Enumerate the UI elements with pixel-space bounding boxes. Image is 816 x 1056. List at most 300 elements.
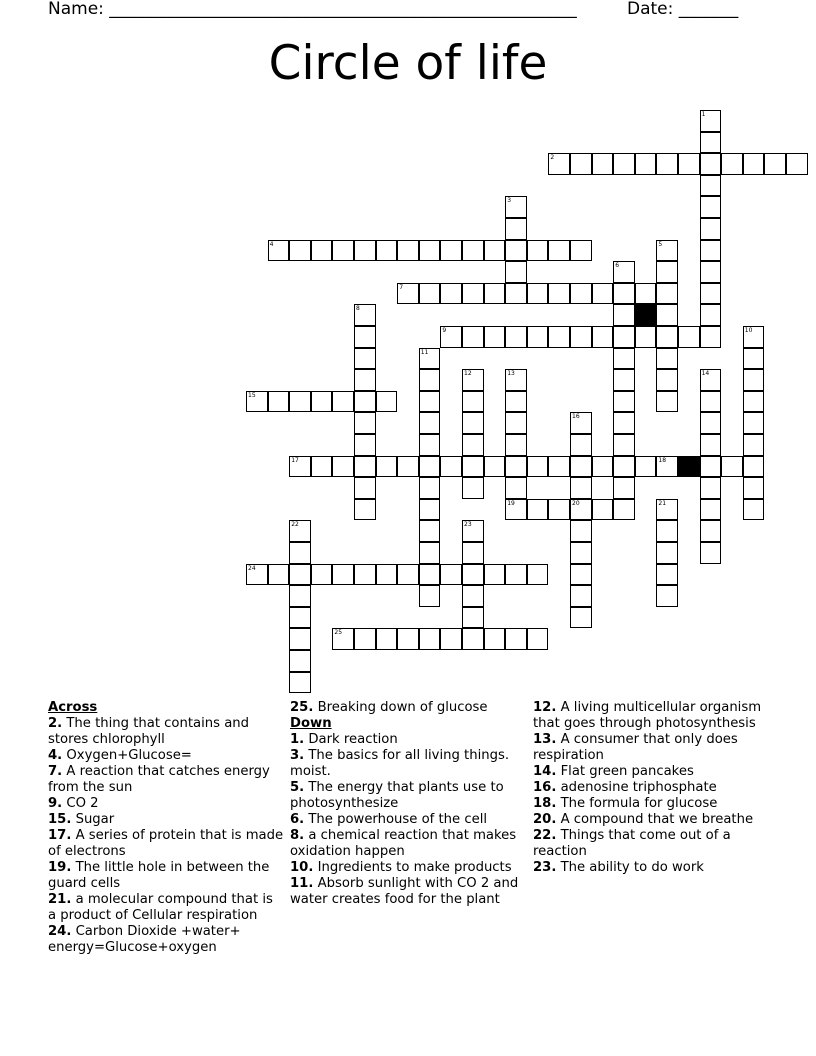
grid-cell[interactable] — [440, 628, 462, 650]
clue-item-number: 4. — [48, 748, 63, 763]
clue-item-number: 1. — [290, 732, 305, 747]
grid-cell[interactable] — [462, 542, 484, 564]
grid-cell[interactable] — [419, 456, 441, 478]
grid-cell[interactable] — [570, 477, 592, 499]
grid-cell[interactable] — [505, 499, 527, 521]
grid-cell[interactable] — [289, 391, 311, 413]
grid-cell[interactable] — [397, 240, 419, 262]
grid-cell[interactable] — [440, 326, 462, 348]
clue-item — [290, 780, 526, 812]
grid-cell[interactable] — [700, 240, 722, 262]
grid-cell[interactable] — [505, 261, 527, 283]
grid-cell[interactable] — [419, 434, 441, 456]
clue-item-text: a chemical reaction that makes oxidation happen — [290, 828, 517, 859]
grid-cell[interactable] — [289, 650, 311, 672]
grid-cell[interactable] — [570, 456, 592, 478]
grid-cell[interactable] — [613, 391, 635, 413]
clue-number: 25 — [334, 629, 343, 637]
grid-cell[interactable] — [484, 240, 506, 262]
clue-item-number: 20. — [533, 812, 557, 827]
grid-cell[interactable] — [570, 542, 592, 564]
clue-item-text: Flat green pancakes — [556, 764, 694, 779]
grid-cell[interactable] — [635, 326, 657, 348]
grid-cell[interactable] — [743, 456, 765, 478]
grid-cell[interactable] — [505, 564, 527, 586]
grid-cell[interactable] — [419, 283, 441, 305]
grid-cell[interactable] — [548, 153, 570, 175]
grid-cell[interactable] — [354, 326, 376, 348]
clue-item — [290, 828, 526, 860]
grid-cell[interactable] — [462, 412, 484, 434]
grid-cell[interactable] — [419, 240, 441, 262]
black-square — [635, 304, 657, 326]
grid-cell[interactable] — [484, 456, 506, 478]
grid-cell[interactable] — [656, 304, 678, 326]
grid-cell[interactable] — [656, 348, 678, 370]
grid-cell[interactable] — [419, 564, 441, 586]
grid-cell[interactable] — [354, 240, 376, 262]
grid-cell[interactable] — [743, 434, 765, 456]
grid-cell[interactable] — [592, 153, 614, 175]
grid-cell[interactable] — [505, 477, 527, 499]
clue-number: 18 — [658, 456, 667, 464]
clue-item-text: CO 2 — [62, 796, 99, 811]
grid-cell[interactable] — [354, 477, 376, 499]
grid-cell[interactable] — [419, 391, 441, 413]
grid-cell[interactable] — [397, 283, 419, 305]
grid-cell[interactable] — [462, 564, 484, 586]
grid-cell[interactable] — [613, 369, 635, 391]
grid-cell[interactable] — [505, 196, 527, 218]
clue-number: 24 — [248, 564, 256, 572]
clue-item-text: Absorb sunlight with CO 2 and water creates food for the plant — [290, 876, 519, 907]
clue-number: 8 — [356, 305, 360, 313]
grid-cell[interactable] — [289, 542, 311, 564]
clue-item-text: The basics for all living things. moist. — [290, 748, 510, 779]
grid-cell[interactable] — [656, 456, 678, 478]
clue-item-number: 21. — [48, 892, 72, 907]
grid-cell[interactable] — [570, 434, 592, 456]
clue-number: 22 — [291, 521, 299, 529]
date-blank[interactable]: _______ — [678, 0, 739, 19]
grid-cell[interactable] — [700, 391, 722, 413]
grid-cell[interactable] — [246, 391, 268, 413]
clue-item-text: A compound that we breathe — [556, 812, 754, 827]
clue-item-text: The energy that plants use to photosynthesize — [290, 780, 504, 811]
grid-cell[interactable] — [592, 499, 614, 521]
grid-cell[interactable] — [289, 564, 311, 586]
grid-cell[interactable] — [268, 564, 290, 586]
clue-item — [533, 812, 773, 828]
clue-number: 19 — [507, 499, 515, 507]
grid-cell[interactable] — [289, 628, 311, 650]
grid-cell[interactable] — [635, 283, 657, 305]
grid-cell[interactable] — [656, 283, 678, 305]
grid-cell[interactable] — [613, 412, 635, 434]
grid-cell[interactable] — [311, 240, 333, 262]
grid-cell[interactable] — [700, 175, 722, 197]
grid-cell[interactable] — [268, 391, 290, 413]
grid-cell[interactable] — [332, 628, 354, 650]
grid-cell[interactable] — [570, 499, 592, 521]
grid-cell[interactable] — [700, 132, 722, 154]
across-clue-list-continued — [290, 700, 526, 716]
clue-item-number: 8. — [290, 828, 305, 843]
grid-cell[interactable] — [743, 477, 765, 499]
grid-cell[interactable] — [419, 520, 441, 542]
grid-cell[interactable] — [570, 153, 592, 175]
grid-cell[interactable] — [700, 283, 722, 305]
grid-cell[interactable] — [354, 434, 376, 456]
grid-cell[interactable] — [332, 456, 354, 478]
clue-item — [290, 812, 526, 828]
down-heading: Down — [290, 716, 332, 731]
grid-cell[interactable] — [678, 153, 700, 175]
clue-item — [48, 828, 284, 860]
grid-cell[interactable] — [570, 564, 592, 586]
grid-cell[interactable] — [700, 196, 722, 218]
across-clue-list — [48, 716, 284, 956]
grid-cell[interactable] — [527, 456, 549, 478]
clue-item — [533, 764, 773, 780]
grid-cell[interactable] — [440, 240, 462, 262]
grid-cell[interactable] — [484, 326, 506, 348]
grid-cell[interactable] — [743, 153, 765, 175]
grid-cell[interactable] — [656, 153, 678, 175]
clue-number: 21 — [658, 499, 667, 507]
clue-number: 10 — [744, 327, 753, 334]
clue-item-number: 5. — [290, 780, 305, 795]
grid-cell[interactable] — [376, 391, 398, 413]
grid-cell[interactable] — [397, 628, 419, 650]
grid-cell[interactable] — [656, 240, 678, 262]
clue-item-number: 11. — [290, 876, 314, 891]
grid-cell[interactable] — [354, 456, 376, 478]
grid-cell[interactable] — [419, 585, 441, 607]
grid-cell[interactable] — [743, 348, 765, 370]
clue-number: 9 — [442, 327, 447, 334]
clue-number: 2 — [550, 154, 555, 162]
grid-cell[interactable] — [462, 477, 484, 499]
grid-cell[interactable] — [656, 585, 678, 607]
clue-item-text: Things that come out of a reaction — [533, 828, 731, 859]
clue-number: 5 — [658, 240, 663, 248]
grid-cell[interactable] — [700, 110, 722, 132]
grid-cell[interactable] — [613, 326, 635, 348]
grid-cell[interactable] — [613, 153, 635, 175]
grid-cell[interactable] — [721, 153, 743, 175]
clue-item-text: The formula for glucose — [556, 796, 718, 811]
grid-cell[interactable] — [311, 456, 333, 478]
grid-cell[interactable] — [570, 240, 592, 262]
page-title: Circle of life — [268, 36, 548, 91]
grid-cell[interactable] — [332, 391, 354, 413]
grid-cell[interactable] — [289, 585, 311, 607]
grid-cell[interactable] — [419, 542, 441, 564]
grid-cell[interactable] — [484, 283, 506, 305]
grid-cell[interactable] — [505, 218, 527, 240]
clue-item — [290, 700, 526, 716]
grid-cell[interactable] — [743, 391, 765, 413]
grid-cell[interactable] — [700, 434, 722, 456]
clue-item-number: 9. — [48, 796, 63, 811]
grid-cell[interactable] — [656, 542, 678, 564]
grid-cell[interactable] — [656, 261, 678, 283]
grid-cell[interactable] — [527, 564, 549, 586]
grid-cell[interactable] — [484, 564, 506, 586]
grid-cell[interactable] — [268, 240, 290, 262]
grid-cell[interactable] — [462, 326, 484, 348]
grid-cell[interactable] — [613, 348, 635, 370]
grid-cell[interactable] — [462, 456, 484, 478]
grid-cell[interactable] — [397, 564, 419, 586]
clue-number: 6 — [615, 262, 620, 270]
clue-item-number: 24. — [48, 924, 72, 939]
grid-cell[interactable] — [527, 240, 549, 262]
grid-cell[interactable] — [613, 499, 635, 521]
clue-number: 15 — [248, 391, 256, 399]
clue-number: 16 — [572, 413, 580, 421]
grid-cell[interactable] — [354, 304, 376, 326]
grid-cell[interactable] — [700, 218, 722, 240]
grid-cell[interactable] — [570, 585, 592, 607]
grid-cell[interactable] — [592, 456, 614, 478]
grid-cell[interactable] — [354, 412, 376, 434]
clue-number: 23 — [464, 521, 472, 529]
grid-cell[interactable] — [527, 499, 549, 521]
grid-cell[interactable] — [419, 499, 441, 521]
grid-cell[interactable] — [635, 153, 657, 175]
clue-item — [48, 812, 284, 828]
clue-item-number: 14. — [533, 764, 557, 779]
grid-cell[interactable] — [613, 261, 635, 283]
grid-cell[interactable] — [548, 499, 570, 521]
grid-cell[interactable] — [656, 520, 678, 542]
grid-cell[interactable] — [419, 412, 441, 434]
grid-cell[interactable] — [354, 564, 376, 586]
clue-number: 3 — [507, 197, 512, 205]
grid-cell[interactable] — [289, 456, 311, 478]
grid-cell[interactable] — [700, 326, 722, 348]
grid-cell[interactable] — [505, 434, 527, 456]
grid-cell[interactable] — [656, 499, 678, 521]
grid-cell[interactable] — [440, 283, 462, 305]
grid-cell[interactable] — [613, 477, 635, 499]
grid-cell[interactable] — [527, 628, 549, 650]
clue-item-number: 25. — [290, 700, 314, 715]
grid-cell[interactable] — [743, 326, 765, 348]
grid-cell[interactable] — [656, 391, 678, 413]
grid-cell[interactable] — [678, 326, 700, 348]
grid-cell[interactable] — [289, 240, 311, 262]
clues-column-3 — [533, 700, 773, 876]
grid-cell[interactable] — [527, 326, 549, 348]
grid-cell[interactable] — [505, 369, 527, 391]
grid-cell[interactable] — [332, 240, 354, 262]
clue-item-number: 17. — [48, 828, 72, 843]
grid-cell[interactable] — [289, 672, 311, 694]
clue-item-number: 19. — [48, 860, 72, 875]
clue-item-number: 2. — [48, 716, 63, 731]
clue-number: 12 — [464, 370, 472, 378]
grid-cell[interactable] — [462, 240, 484, 262]
grid-cell[interactable] — [743, 369, 765, 391]
grid-cell[interactable] — [462, 585, 484, 607]
grid-cell[interactable] — [440, 564, 462, 586]
grid-cell[interactable] — [462, 520, 484, 542]
clue-item-text: Breaking down of glucose — [313, 700, 488, 715]
clue-item-number: 10. — [290, 860, 314, 875]
clue-item-number: 18. — [533, 796, 557, 811]
grid-cell[interactable] — [289, 607, 311, 629]
clue-item-text: The little hole in between the guard cells — [48, 860, 270, 891]
grid-cell[interactable] — [700, 369, 722, 391]
grid-cell[interactable] — [613, 304, 635, 326]
grid-cell[interactable] — [548, 283, 570, 305]
grid-cell[interactable] — [743, 412, 765, 434]
grid-cell[interactable] — [786, 153, 808, 175]
clue-item-number: 3. — [290, 748, 305, 763]
grid-cell[interactable] — [700, 153, 722, 175]
clues-column-2 — [290, 700, 526, 908]
grid-cell[interactable] — [376, 628, 398, 650]
grid-cell[interactable] — [376, 240, 398, 262]
grid-cell[interactable] — [484, 628, 506, 650]
clue-item — [48, 892, 284, 924]
across-heading: Across — [48, 700, 98, 715]
clue-item-text: adenosine triphosphate — [556, 780, 717, 795]
clue-item — [48, 860, 284, 892]
grid-cell[interactable] — [656, 369, 678, 391]
clue-item — [290, 860, 526, 876]
grid-cell[interactable] — [440, 456, 462, 478]
grid-cell[interactable] — [505, 326, 527, 348]
grid-cell[interactable] — [462, 391, 484, 413]
clue-item — [290, 876, 526, 908]
grid-cell[interactable] — [462, 283, 484, 305]
grid-cell[interactable] — [548, 240, 570, 262]
grid-cell[interactable] — [311, 564, 333, 586]
clue-item-number: 7. — [48, 764, 63, 779]
grid-cell[interactable] — [462, 369, 484, 391]
clue-item — [533, 700, 773, 732]
clue-item-text: The powerhouse of the cell — [304, 812, 488, 827]
grid-cell[interactable] — [764, 153, 786, 175]
grid-cell[interactable] — [700, 520, 722, 542]
clue-item — [290, 748, 526, 780]
grid-cell[interactable] — [613, 456, 635, 478]
grid-cell[interactable] — [462, 434, 484, 456]
grid-cell[interactable] — [700, 412, 722, 434]
grid-cell[interactable] — [570, 520, 592, 542]
grid-cell[interactable] — [505, 391, 527, 413]
clue-item — [533, 796, 773, 812]
grid-cell[interactable] — [570, 283, 592, 305]
grid-cell[interactable] — [397, 456, 419, 478]
grid-cell[interactable] — [289, 520, 311, 542]
grid-cell[interactable] — [635, 456, 657, 478]
clue-item-number: 22. — [533, 828, 557, 843]
clue-number: 4 — [269, 240, 274, 248]
clue-item — [48, 764, 284, 796]
clue-item — [533, 732, 773, 764]
grid-cell[interactable] — [656, 326, 678, 348]
grid-cell[interactable] — [354, 348, 376, 370]
grid-cell[interactable] — [570, 326, 592, 348]
grid-cell[interactable] — [721, 456, 743, 478]
name-label: Name: — [48, 0, 104, 19]
grid-cell[interactable] — [419, 348, 441, 370]
grid-cell[interactable] — [700, 542, 722, 564]
grid-cell[interactable] — [354, 628, 376, 650]
grid-cell[interactable] — [592, 326, 614, 348]
clue-number: 14 — [701, 370, 710, 378]
clue-item-text: Sugar — [71, 812, 115, 827]
grid-cell[interactable] — [246, 564, 268, 586]
grid-cell[interactable] — [700, 499, 722, 521]
clue-item-number: 6. — [290, 812, 305, 827]
grid-cell[interactable] — [700, 477, 722, 499]
grid-cell[interactable] — [700, 261, 722, 283]
grid-cell[interactable] — [419, 628, 441, 650]
grid-cell[interactable] — [354, 499, 376, 521]
grid-cell[interactable] — [570, 607, 592, 629]
grid-cell[interactable] — [592, 283, 614, 305]
clue-number: 11 — [420, 348, 429, 356]
grid-cell[interactable] — [332, 564, 354, 586]
grid-cell[interactable] — [462, 607, 484, 629]
name-blank[interactable]: _______________________________________________________ — [109, 0, 577, 19]
clue-item-text: a molecular compound that is a product of Cellular respiration — [48, 892, 273, 923]
grid-cell[interactable] — [700, 456, 722, 478]
grid-cell[interactable] — [613, 283, 635, 305]
grid-cell[interactable] — [700, 304, 722, 326]
grid-cell[interactable] — [354, 391, 376, 413]
clue-item-text: A living multicellular organism that goes through photosynthesis — [533, 700, 762, 731]
grid-cell[interactable] — [548, 456, 570, 478]
clue-item-number: 13. — [533, 732, 557, 747]
grid-cell[interactable] — [419, 477, 441, 499]
clue-item-number: 15. — [48, 812, 72, 827]
grid-cell[interactable] — [743, 499, 765, 521]
clue-item — [533, 828, 773, 860]
clue-number: 7 — [399, 283, 404, 291]
grid-cell[interactable] — [527, 283, 549, 305]
grid-cell[interactable] — [376, 564, 398, 586]
grid-cell[interactable] — [311, 391, 333, 413]
grid-cell[interactable] — [354, 369, 376, 391]
clues-column-1 — [48, 700, 284, 956]
clue-item-text: The thing that contains and stores chlorophyll — [48, 716, 250, 747]
grid-cell[interactable] — [548, 326, 570, 348]
grid-cell[interactable] — [505, 628, 527, 650]
grid-cell[interactable] — [505, 283, 527, 305]
grid-cell[interactable] — [419, 369, 441, 391]
grid-cell[interactable] — [570, 412, 592, 434]
grid-cell[interactable] — [505, 456, 527, 478]
clue-item — [48, 716, 284, 748]
clue-item-number: 12. — [533, 700, 557, 715]
clue-item-number: 16. — [533, 780, 557, 795]
down-clue-list-continued — [533, 700, 773, 876]
grid-cell[interactable] — [656, 564, 678, 586]
grid-cell[interactable] — [462, 628, 484, 650]
clue-item-text: Carbon Dioxide +water+ energy=Glucose+oxygen — [48, 924, 241, 955]
grid-cell[interactable] — [505, 412, 527, 434]
grid-cell[interactable] — [613, 434, 635, 456]
grid-cell[interactable] — [505, 240, 527, 262]
grid-cell[interactable] — [376, 456, 398, 478]
